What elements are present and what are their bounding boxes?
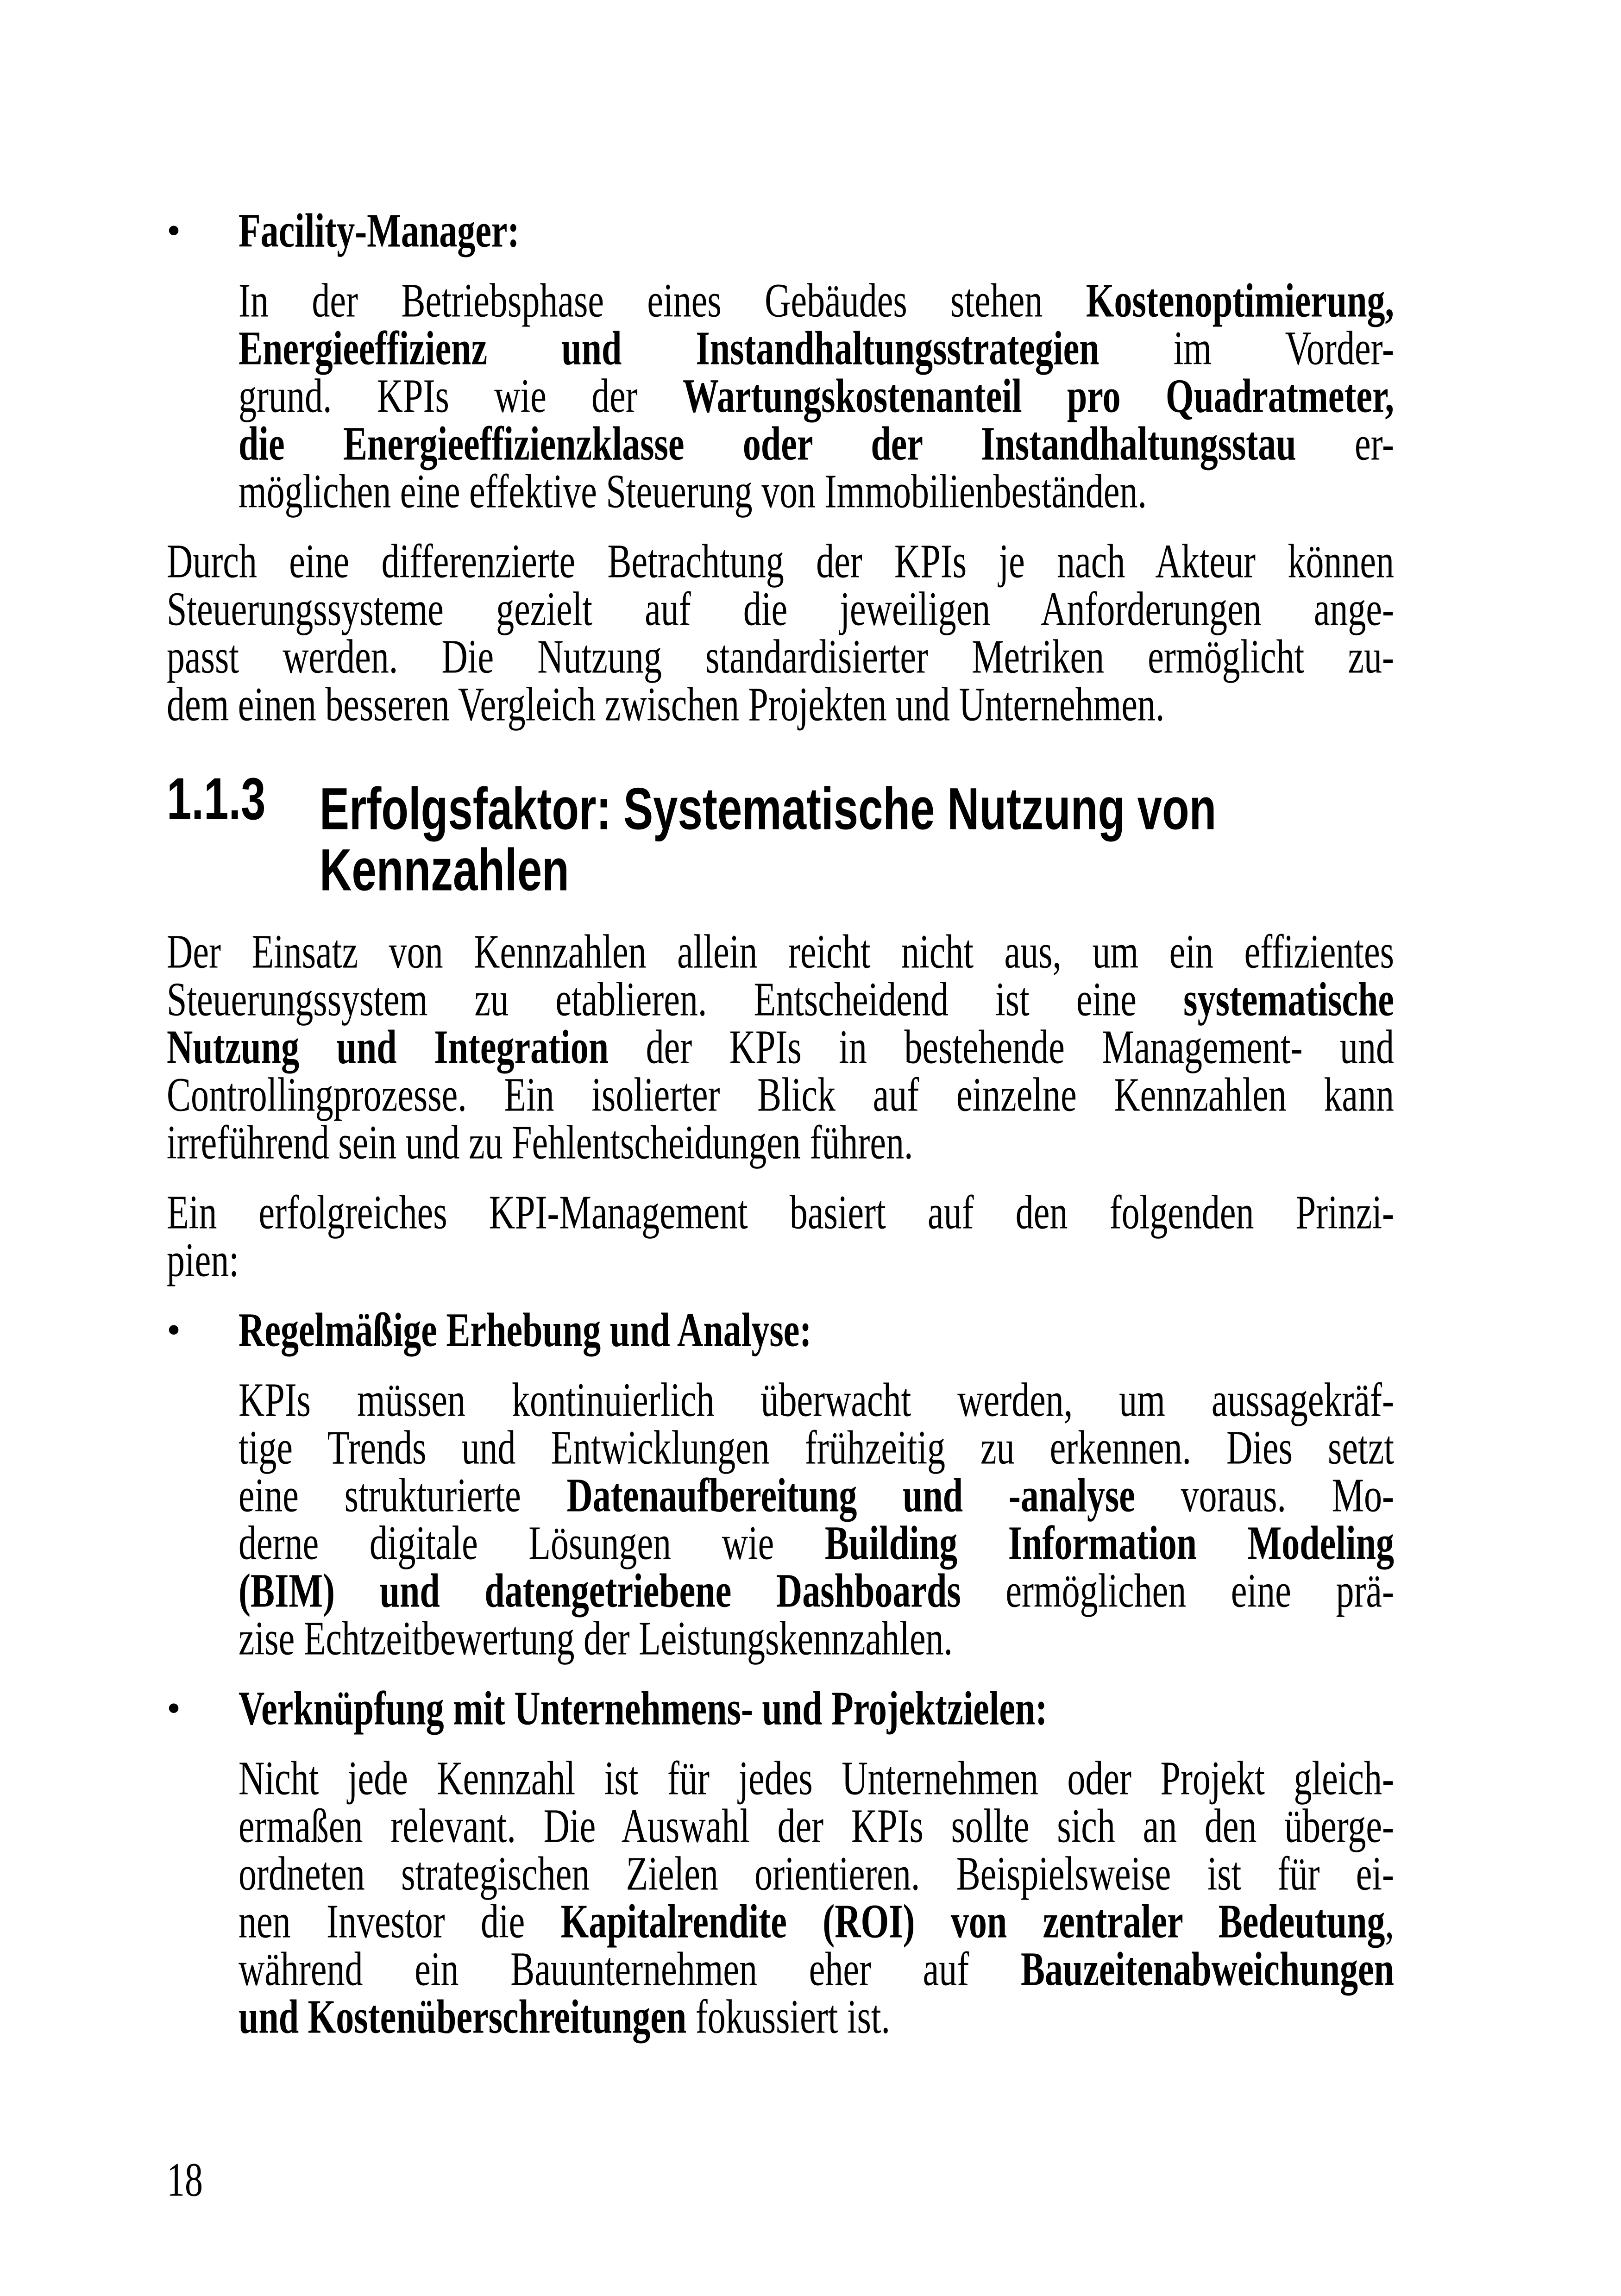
bullet-icon: • (167, 1686, 181, 1730)
paragraph (167, 534, 1394, 731)
section-title (320, 776, 1394, 903)
paragraph (167, 1185, 1394, 1287)
text-segment: Controllingprozesse. Ein isolierter Blick auf einzelne Kennzahlen kann (167, 1067, 1394, 1122)
text-segment: Ein erfolgreiches KPI-Management basiert auf den folgenden Prinzi- (167, 1185, 1394, 1239)
page-footer (167, 2152, 1394, 2207)
paragraph (239, 1373, 1395, 1665)
text-segment: Nicht jede Kennzahl ist für jedes Unternehmen oder Projekt gleich- (239, 1751, 1394, 1805)
paragraph (167, 924, 1394, 1169)
text-segment: ermöglichen eine prä- (961, 1563, 1395, 1618)
bold-text-segment: Nutzung und Integration (167, 1020, 609, 1074)
bold-text-segment: Bauzeitenabweichungen (1020, 1942, 1394, 1996)
text-segment: während ein Bauunternehmen eher auf (239, 1942, 1021, 1996)
section-number: 1.1.3 (167, 766, 266, 832)
bold-text-segment: und Kostenüberschreitungen (239, 1989, 687, 2044)
text-segment: ordneten strategischen Zielen orientieren. Beispielsweise ist für ei- (239, 1846, 1394, 1901)
text-segment: KPIs müssen kontinuierlich überwacht werden, um aussagekräf- (239, 1373, 1394, 1427)
section-heading (167, 766, 1394, 903)
text-segment: er- (1296, 416, 1394, 470)
text-segment: voraus. Mo- (1135, 1468, 1394, 1522)
text-segment: grund. KPIs wie der (239, 369, 683, 423)
bullet-label: Regelmäßige Erhebung und Analyse: (239, 1303, 812, 1357)
bullet-item (167, 203, 1394, 257)
bullet-icon: • (167, 1307, 181, 1352)
text-segment: der KPIs in bestehende Management- und (609, 1020, 1394, 1074)
bold-text-segment: Wartungskostenanteil pro Quadratmeter, (683, 369, 1394, 423)
bullet-icon: • (167, 208, 181, 252)
bullet-item (167, 1681, 1394, 1735)
text-line (239, 1606, 1394, 1670)
text-segment: Steuerungssystem zu etablieren. Entscheidend ist eine (167, 972, 1184, 1026)
paragraph (239, 273, 1394, 518)
text-segment: In der Betriebsphase eines Gebäudes stehen (239, 273, 1086, 327)
bold-text-segment: Energieeffizienz und Instandhaltungsstrategien (239, 321, 1100, 375)
text-segment: nen Investor die (239, 1894, 561, 1948)
bold-text-segment: (BIM) und datengetriebene Dashboards (239, 1563, 961, 1618)
bold-text-segment: systematische (1183, 972, 1394, 1026)
bold-text-segment: Kapitalrendite (ROI) von zentraler Bedeutung (560, 1894, 1385, 1948)
text-line (167, 1110, 1394, 1174)
text-segment: fokussiert ist. (686, 1989, 891, 2044)
text-line (167, 672, 1394, 736)
text-segment: passt werden. Die Nutzung standardisierter Metriken ermöglicht zu- (167, 629, 1394, 684)
text-segment: möglichen eine effektive Steuerung von Immobilienbeständen. (239, 464, 1147, 518)
bold-text-segment: Kostenoptimierung, (1086, 273, 1394, 327)
text-segment: irreführend sein und zu Fehlentscheidungen führen. (167, 1115, 913, 1169)
bold-text-segment: die Energieeffizienzklasse oder der Instandhaltungsstau (239, 416, 1296, 470)
bullet-label: Verknüpfung mit Unternehmens- und Projektzielen: (239, 1681, 1048, 1735)
section-title-line: Kennzahlen (320, 837, 569, 903)
bullet-label: Facility-Manager: (239, 203, 520, 257)
text-segment: , (1385, 1894, 1394, 1948)
section-title-line: Erfolgsfaktor: Systematische Nutzung von (320, 776, 1217, 842)
text-line (239, 1985, 1394, 2048)
bullet-item (167, 1303, 1394, 1357)
text-segment: derne digitale Lösungen wie (239, 1516, 825, 1570)
text-segment: tige Trends und Entwicklungen frühzeitig zu erkennen. Dies setzt (239, 1420, 1394, 1474)
bold-text-segment: Datenaufbereitung und -analyse (566, 1468, 1135, 1522)
text-segment: pien: (167, 1233, 239, 1287)
bold-text-segment: Building Information Modeling (824, 1516, 1394, 1570)
page-number: 18 (167, 2152, 203, 2207)
text-segment: Durch eine differenzierte Betrachtung der KPIs je nach Akteur können (167, 534, 1394, 588)
text-segment: dem einen besseren Vergleich zwischen Projekten und Unternehmen. (167, 677, 1165, 731)
text-segment: Der Einsatz von Kennzahlen allein reicht nicht aus, um ein effizientes (167, 924, 1394, 979)
text-segment: zise Echtzeitbewertung der Leistungskennzahlen. (239, 1611, 953, 1665)
text-segment: eine strukturierte (239, 1468, 567, 1522)
text-line (167, 1228, 1394, 1292)
text-line (239, 459, 1394, 523)
text-segment: im Vorder- (1099, 321, 1394, 375)
text-segment: Steuerungssysteme gezielt auf die jeweiligen Anforderungen ange- (167, 582, 1394, 636)
page-content (167, 203, 1395, 2044)
paragraph (239, 1751, 1394, 2044)
text-segment: ermaßen relevant. Die Auswahl der KPIs sollte sich an den überge- (239, 1799, 1394, 1853)
